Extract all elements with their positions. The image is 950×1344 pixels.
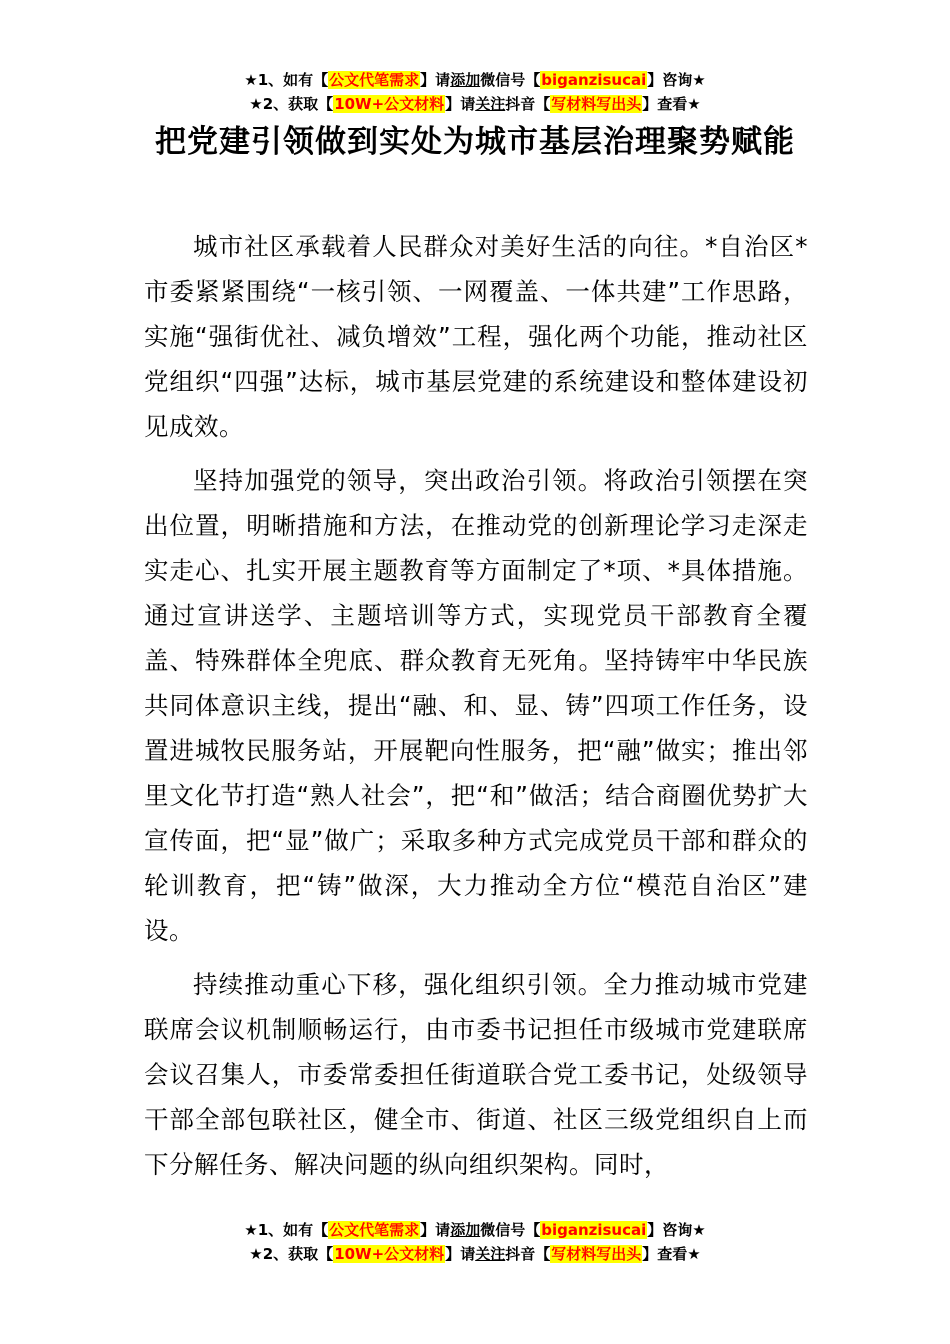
body-paragraph-3: 持续推动重心下移，强化组织引领。全力推动城市党建联席会议机制顺畅运行，由市委书记担任市级城市党建联席会议召集人，市委常委担任街道联合党工委书记，处级领导干部全部包联社区，健全市、街道、社区三级党组织自上而下分解任务、解决问题的纵向组织架构。同时，: [144, 970, 808, 1179]
footer-highlight-douyin-account: 写材料写出头: [551, 1245, 642, 1263]
document-body: [144, 224, 808, 1196]
banner-highlight-wechat-id: biganzisucai: [541, 71, 647, 89]
footer-underline-follow: 关注: [475, 1245, 506, 1263]
banner-line-1: ★1、如有【公文代笔需求】请添加微信号【biganzisucai】咨询★: [244, 71, 706, 89]
document-title: 把党建引领做到实处为城市基层治理聚势赋能: [155, 124, 795, 160]
header-banner: [0, 68, 950, 116]
footer-highlight-wechat-id: biganzisucai: [541, 1221, 647, 1239]
banner-highlight-douyin-account: 写材料写出头: [551, 95, 642, 113]
footer-underline-add: 添加: [450, 1221, 481, 1239]
banner-highlight-service: 公文代笔需求: [329, 71, 420, 89]
banner-underline-follow: 关注: [475, 95, 506, 113]
body-paragraph-2: 坚持加强党的领导，突出政治引领。将政治引领摆在突出位置，明晰措施和方法，在推动党的创新理论学习走深走实走心、扎实开展主题教育等方面制定了*项、*具体措施。通过宣讲送学、主题培训等方式，实现党员干部教育全覆盖、特殊群体全兜底、群众教育无死角。坚持铸牢中华民族共同体意识主线，提出“融、和、显、铸”四项工作任务，设置进城牧民服务站，开展靶向性服务，把“融”做实；推出邻里文化节打造“熟人社会”，把“和”做活；结合商圈优势扩大宣传面，把“显”做广；采取多种方式完成党员干部和群众的轮训教育，把“铸”做深，大力推动全方位“模范自治区”建设。: [144, 466, 808, 945]
banner-highlight-materials: 10W+公文材料: [334, 95, 445, 113]
banner-underline-add: 添加: [450, 71, 481, 89]
footer-banner-line-1: ★1、如有【公文代笔需求】请添加微信号【biganzisucai】咨询★: [244, 1221, 706, 1239]
banner-line-2: ★2、获取【10W+公文材料】请关注抖音【写材料写出头】查看★: [249, 95, 701, 113]
footer-highlight-service: 公文代笔需求: [329, 1221, 420, 1239]
footer-highlight-materials: 10W+公文材料: [334, 1245, 445, 1263]
footer-banner-line-2: ★2、获取【10W+公文材料】请关注抖音【写材料写出头】查看★: [249, 1245, 701, 1263]
body-paragraph-1: 城市社区承载着人民群众对美好生活的向往。*自治区*市委紧紧围绕“一核引领、一网覆盖、一体共建”工作思路，实施“强街优社、减负增效”工程，强化两个功能，推动社区党组织“四强”达标，城市基层党建的系统建设和整体建设初见成效。: [144, 232, 808, 441]
footer-banner: [0, 1218, 950, 1266]
